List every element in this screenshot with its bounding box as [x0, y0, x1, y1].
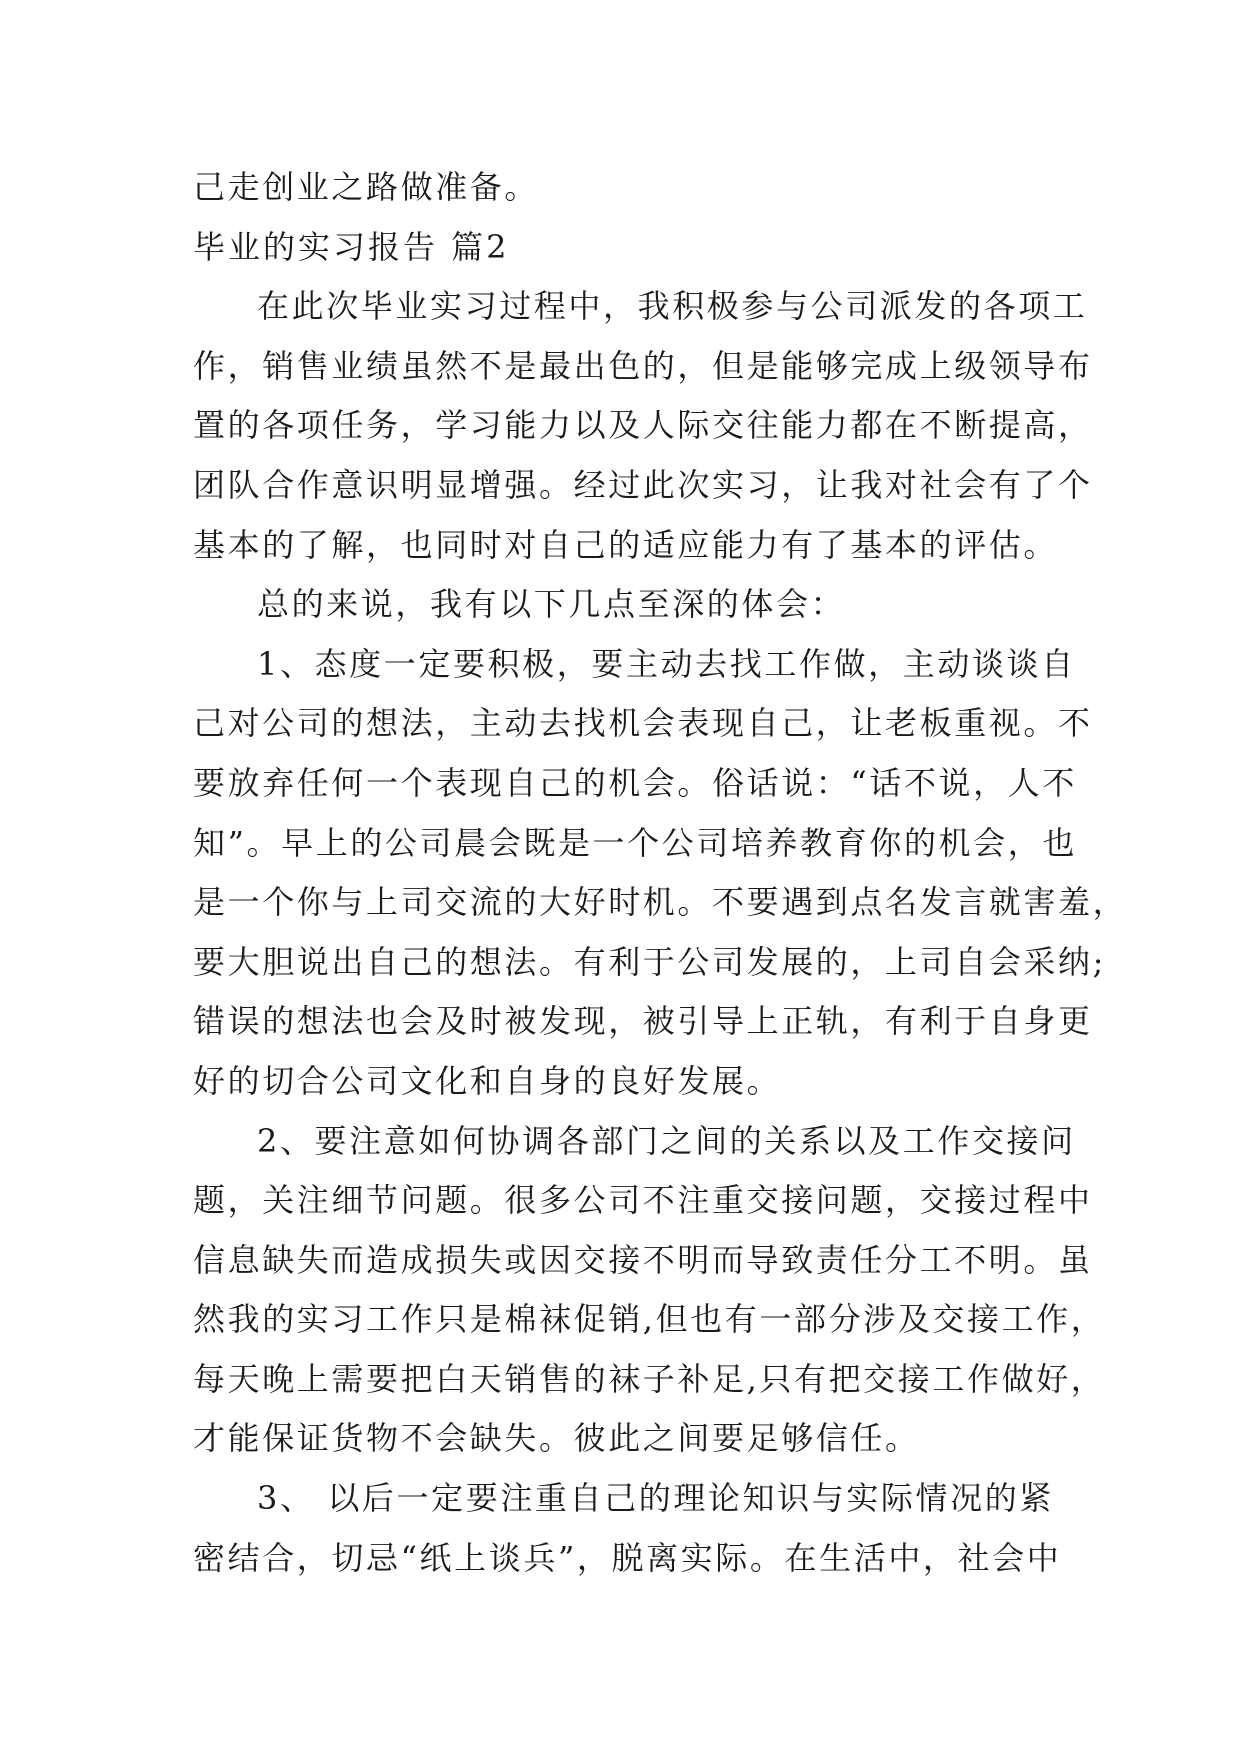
- body-line: 密结合，切忌“纸上谈兵”，脱离实际。在生活中，社会中: [193, 1538, 1062, 1577]
- body-line: 信息缺失而造成损失或因交接不明而导致责任分工不明。虽: [193, 1240, 1093, 1279]
- section-title: 毕业的实习报告 篇2: [193, 227, 510, 266]
- body-line: 要大胆说出自己的想法。有利于公司发展的，上司自会采纳;: [193, 942, 1106, 981]
- body-line: 基本的了解，也同时对自己的适应能力有了基本的评估。: [193, 525, 1059, 564]
- body-line: 要放弃任何一个表现自己的机会。俗话说：“话不说，人不: [193, 763, 1077, 802]
- body-line: 总的来说，我有以下几点至深的体会：: [257, 585, 846, 624]
- document-body: [193, 158, 1128, 1588]
- continuation-line: 己走创业之路做准备。: [193, 168, 540, 206]
- body-line: 团队合作意识明显增强。经过此次实习，让我对社会有了个: [193, 465, 1093, 504]
- body-line: 好的切合公司文化和自身的良好发展。: [193, 1061, 782, 1100]
- body-line: 3、 以后一定要注重自己的理论知识与实际情况的紧: [257, 1479, 1054, 1518]
- body-line: 在此次毕业实习过程中，我积极参与公司派发的各项工: [257, 287, 1088, 326]
- body-line: 题，关注细节问题。很多公司不注重交接问题，交接过程中: [193, 1181, 1093, 1220]
- body-line: 知”。早上的公司晨会既是一个公司培养教育你的机会，也: [193, 823, 1077, 862]
- body-line: 作，销售业绩虽然不是最出色的，但是能够完成上级领导布: [193, 346, 1093, 385]
- body-line: 才能保证货物不会缺失。彼此之间要足够信任。: [193, 1419, 920, 1458]
- body-line: 己对公司的想法，主动去找机会表现自己，让老板重视。不: [193, 704, 1093, 743]
- body-line: 是一个你与上司交流的大好时机。不要遇到点名发言就害羞，: [193, 883, 1128, 922]
- body-line: 2、要注意如何协调各部门之间的关系以及工作交接问: [257, 1121, 1076, 1160]
- body-line: 每天晚上需要把白天销售的袜子补足,只有把交接工作做好，: [193, 1359, 1106, 1398]
- body-line: 1、态度一定要积极，要主动去找工作做，主动谈谈自: [257, 644, 1076, 683]
- body-line: 然我的实习工作只是棉袜促销,但也有一部分涉及交接工作，: [193, 1300, 1106, 1339]
- body-line: 置的各项任务，学习能力以及人际交往能力都在不断提高，: [193, 406, 1093, 445]
- body-line: 错误的想法也会及时被发现，被引导上正轨，有利于自身更: [193, 1002, 1093, 1041]
